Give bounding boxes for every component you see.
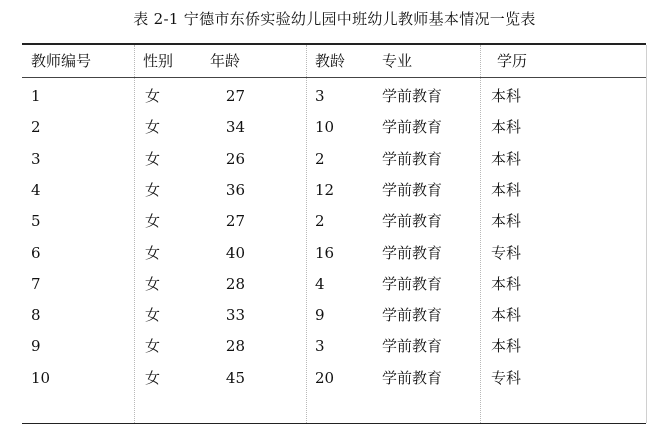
header-major: 专业 [382,52,413,70]
header-teaching-years: 教龄 [315,52,346,70]
cell-gender: 女 [145,306,161,324]
cell-teacher-id: 1 [31,87,41,105]
cell-education: 本科 [491,337,522,355]
cell-age: 26 [225,150,245,168]
cell-teacher-id: 5 [31,212,41,230]
cell-age: 28 [225,337,245,355]
cell-age: 27 [225,212,245,230]
cell-education: 本科 [491,150,522,168]
cell-major: 学前教育 [382,306,443,324]
cell-teacher-id: 3 [31,150,41,168]
cell-age: 34 [225,118,245,136]
cell-teacher-id: 6 [31,244,41,262]
cell-education: 本科 [491,275,522,293]
cell-gender: 女 [145,212,161,230]
cell-gender: 女 [145,181,161,199]
cell-age: 33 [225,306,245,324]
table-bottom-rule [22,423,646,424]
cell-gender: 女 [145,369,161,387]
cell-teaching-years: 20 [315,369,335,387]
cell-gender: 女 [145,150,161,168]
cell-education: 本科 [491,87,522,105]
cell-major: 学前教育 [382,87,443,105]
cell-gender: 女 [145,337,161,355]
header-gender: 性别 [143,52,174,70]
cell-teaching-years: 2 [315,212,325,230]
cell-major: 学前教育 [382,118,443,136]
table-caption: 表 2-1 宁德市东侨实验幼儿园中班幼儿教师基本情况一览表 [133,10,536,28]
cell-education: 本科 [491,181,522,199]
cell-gender: 女 [145,275,161,293]
cell-teaching-years: 10 [315,118,335,136]
cell-major: 学前教育 [382,337,443,355]
cell-major: 学前教育 [382,244,443,262]
cell-age: 45 [225,369,245,387]
cell-gender: 女 [145,244,161,262]
cell-education: 本科 [491,118,522,136]
cell-education: 专科 [491,369,522,387]
table-top-rule [22,43,646,45]
cell-gender: 女 [145,118,161,136]
column-divider [306,45,307,423]
cell-teacher-id: 10 [31,369,51,387]
cell-major: 学前教育 [382,369,443,387]
cell-teaching-years: 9 [315,306,325,324]
cell-teacher-id: 8 [31,306,41,324]
cell-major: 学前教育 [382,212,443,230]
cell-teaching-years: 12 [315,181,335,199]
cell-education: 本科 [491,212,522,230]
cell-major: 学前教育 [382,150,443,168]
cell-gender: 女 [145,87,161,105]
column-divider [134,45,135,423]
cell-teacher-id: 2 [31,118,41,136]
cell-teaching-years: 3 [315,87,325,105]
cell-age: 28 [225,275,245,293]
cell-teacher-id: 4 [31,181,41,199]
cell-major: 学前教育 [382,275,443,293]
table-header-rule [22,77,646,78]
table-right-edge [646,45,647,423]
cell-teaching-years: 2 [315,150,325,168]
cell-age: 40 [225,244,245,262]
header-education: 学历 [497,52,528,70]
cell-education: 专科 [491,244,522,262]
cell-teaching-years: 4 [315,275,325,293]
header-age: 年龄 [210,52,241,70]
cell-teacher-id: 7 [31,275,41,293]
header-teacher-id: 教师编号 [31,52,92,70]
cell-teaching-years: 16 [315,244,335,262]
cell-teacher-id: 9 [31,337,41,355]
cell-teaching-years: 3 [315,337,325,355]
cell-age: 36 [225,181,245,199]
cell-age: 27 [225,87,245,105]
cell-education: 本科 [491,306,522,324]
column-divider [480,45,481,423]
cell-major: 学前教育 [382,181,443,199]
